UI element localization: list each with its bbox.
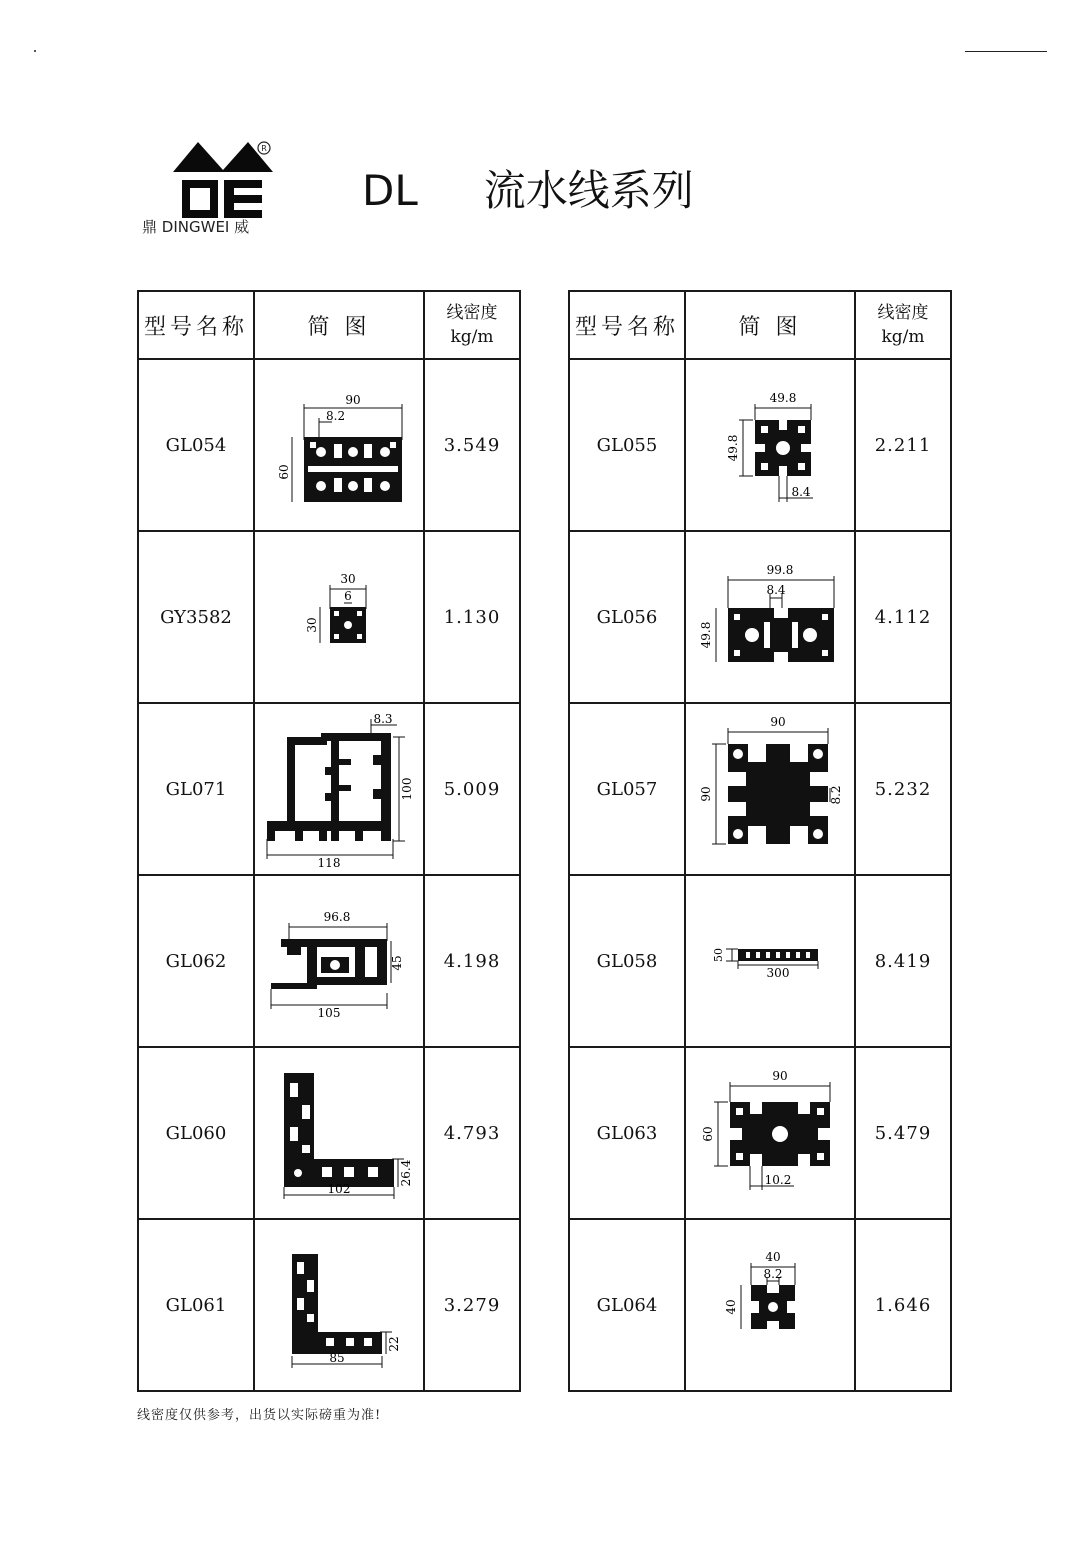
profile-drawing xyxy=(254,703,424,875)
dim-label: 99.8 xyxy=(766,563,794,577)
profile-drawing xyxy=(254,531,424,703)
dim-label: 90 xyxy=(770,715,786,729)
dim-label: 85 xyxy=(329,1351,345,1365)
svg-text:R: R xyxy=(261,144,267,153)
model-name: GY3582 xyxy=(138,531,254,703)
dim-label: 118 xyxy=(317,856,341,869)
dingwei-logo-icon xyxy=(168,140,278,222)
dim-label: 8.2 xyxy=(829,785,843,805)
brand-logo xyxy=(140,130,290,242)
profile-gl071-icon xyxy=(259,709,419,869)
page-title xyxy=(362,158,694,218)
table-header xyxy=(569,291,951,359)
dim-label: 90 xyxy=(772,1069,788,1083)
header-density xyxy=(424,291,520,359)
model-name: GL062 xyxy=(138,875,254,1047)
dim-label: 50 xyxy=(712,948,725,962)
profile-drawing xyxy=(254,359,424,531)
header-density-label: 线密度 xyxy=(877,303,929,323)
dim-label: 8.2 xyxy=(763,1267,783,1281)
dim-label: 40 xyxy=(765,1250,781,1264)
dim-label: 90 xyxy=(699,786,713,802)
brand-en: DINGWEI xyxy=(161,218,230,236)
profile-gl058-icon xyxy=(690,921,850,1001)
dim-label: 30 xyxy=(340,572,356,586)
table-row xyxy=(138,875,520,1047)
model-name: GL064 xyxy=(569,1219,685,1391)
dim-label: 10.2 xyxy=(764,1173,792,1187)
table-row xyxy=(138,1219,520,1391)
density-value: 1.646 xyxy=(855,1219,951,1391)
model-name: GL056 xyxy=(569,531,685,703)
model-name: GL061 xyxy=(138,1219,254,1391)
profile-drawing xyxy=(685,875,855,1047)
model-name: GL054 xyxy=(138,359,254,531)
header-figure: 简 图 xyxy=(254,291,424,359)
header-model: 型号名称 xyxy=(138,291,254,359)
table-row xyxy=(569,359,951,531)
header-density-label: 线密度 xyxy=(446,303,498,323)
dim-label: 45 xyxy=(390,955,404,971)
dim-label: 60 xyxy=(701,1126,715,1142)
dim-label: 6 xyxy=(344,589,352,603)
model-name: GL060 xyxy=(138,1047,254,1219)
profile-drawing xyxy=(685,359,855,531)
dim-label: 105 xyxy=(317,1006,341,1020)
dim-label: 22 xyxy=(387,1336,401,1352)
table-row xyxy=(138,531,520,703)
header-rule xyxy=(965,51,1047,52)
table-row xyxy=(569,703,951,875)
dim-label: 8.4 xyxy=(766,583,786,597)
dim-label: 49.8 xyxy=(726,434,740,462)
profile-table-right xyxy=(568,290,952,1392)
dim-label: 90 xyxy=(345,393,361,407)
density-value: 4.198 xyxy=(424,875,520,1047)
density-value: 5.479 xyxy=(855,1047,951,1219)
density-value: 5.009 xyxy=(424,703,520,875)
scan-dot xyxy=(34,50,36,52)
density-value: 3.549 xyxy=(424,359,520,531)
table-row xyxy=(138,703,520,875)
profile-gl057-icon xyxy=(690,714,850,864)
table-row xyxy=(569,1047,951,1219)
dim-label: 8.2 xyxy=(326,409,346,423)
profile-gl054-icon xyxy=(264,380,414,510)
dim-label: 30 xyxy=(305,617,319,633)
model-name: GL063 xyxy=(569,1047,685,1219)
density-value: 4.793 xyxy=(424,1047,520,1219)
dim-label: 60 xyxy=(277,464,291,480)
profile-gl060-icon xyxy=(264,1063,414,1203)
header-density-unit: kg/m xyxy=(450,327,494,347)
profile-table-left xyxy=(137,290,521,1392)
dim-label: 100 xyxy=(400,777,414,801)
profile-gy3582-icon xyxy=(264,567,414,667)
model-name: GL058 xyxy=(569,875,685,1047)
density-value: 4.112 xyxy=(855,531,951,703)
density-value: 3.279 xyxy=(424,1219,520,1391)
model-name: GL055 xyxy=(569,359,685,531)
density-value: 5.232 xyxy=(855,703,951,875)
table-row xyxy=(138,359,520,531)
profile-gl063-icon xyxy=(690,1068,850,1198)
profile-drawing xyxy=(254,1047,424,1219)
table-header xyxy=(138,291,520,359)
dim-label: 300 xyxy=(766,966,790,980)
profile-drawing xyxy=(254,1219,424,1391)
dim-label: 49.8 xyxy=(699,621,713,649)
profile-drawing xyxy=(685,1219,855,1391)
brand-cn-left: 鼎 xyxy=(142,218,158,236)
dim-label: 40 xyxy=(724,1299,738,1315)
profile-gl056-icon xyxy=(690,552,850,682)
profile-drawing xyxy=(254,875,424,1047)
density-value: 8.419 xyxy=(855,875,951,1047)
table-row xyxy=(569,1219,951,1391)
profile-drawing xyxy=(685,703,855,875)
dim-label: 8.3 xyxy=(373,712,393,726)
series-name: 流水线系列 xyxy=(483,166,694,215)
table-row xyxy=(138,1047,520,1219)
table-row xyxy=(569,531,951,703)
profile-gl061-icon xyxy=(264,1240,414,1370)
density-value: 1.130 xyxy=(424,531,520,703)
series-code: DL xyxy=(362,166,418,215)
footnote: 线密度仅供参考，出货以实际磅重为准! xyxy=(137,1408,382,1423)
profile-gl064-icon xyxy=(695,1245,845,1365)
table-row xyxy=(569,875,951,1047)
dim-label: 26.4 xyxy=(399,1159,413,1187)
header-figure: 简 图 xyxy=(685,291,855,359)
dim-label: 8.4 xyxy=(791,485,811,499)
model-name: GL071 xyxy=(138,703,254,875)
dim-label: 102 xyxy=(327,1182,351,1196)
header-model: 型号名称 xyxy=(569,291,685,359)
dim-label: 96.8 xyxy=(323,910,351,924)
profile-gl062-icon xyxy=(259,901,419,1021)
brand-name xyxy=(142,216,249,237)
dim-label: 49.8 xyxy=(769,391,797,405)
profile-drawing xyxy=(685,1047,855,1219)
profile-drawing xyxy=(685,531,855,703)
brand-cn-right: 威 xyxy=(234,218,250,236)
model-name: GL057 xyxy=(569,703,685,875)
header-density xyxy=(855,291,951,359)
profile-gl055-icon xyxy=(695,380,845,510)
density-value: 2.211 xyxy=(855,359,951,531)
header-density-unit: kg/m xyxy=(881,327,925,347)
